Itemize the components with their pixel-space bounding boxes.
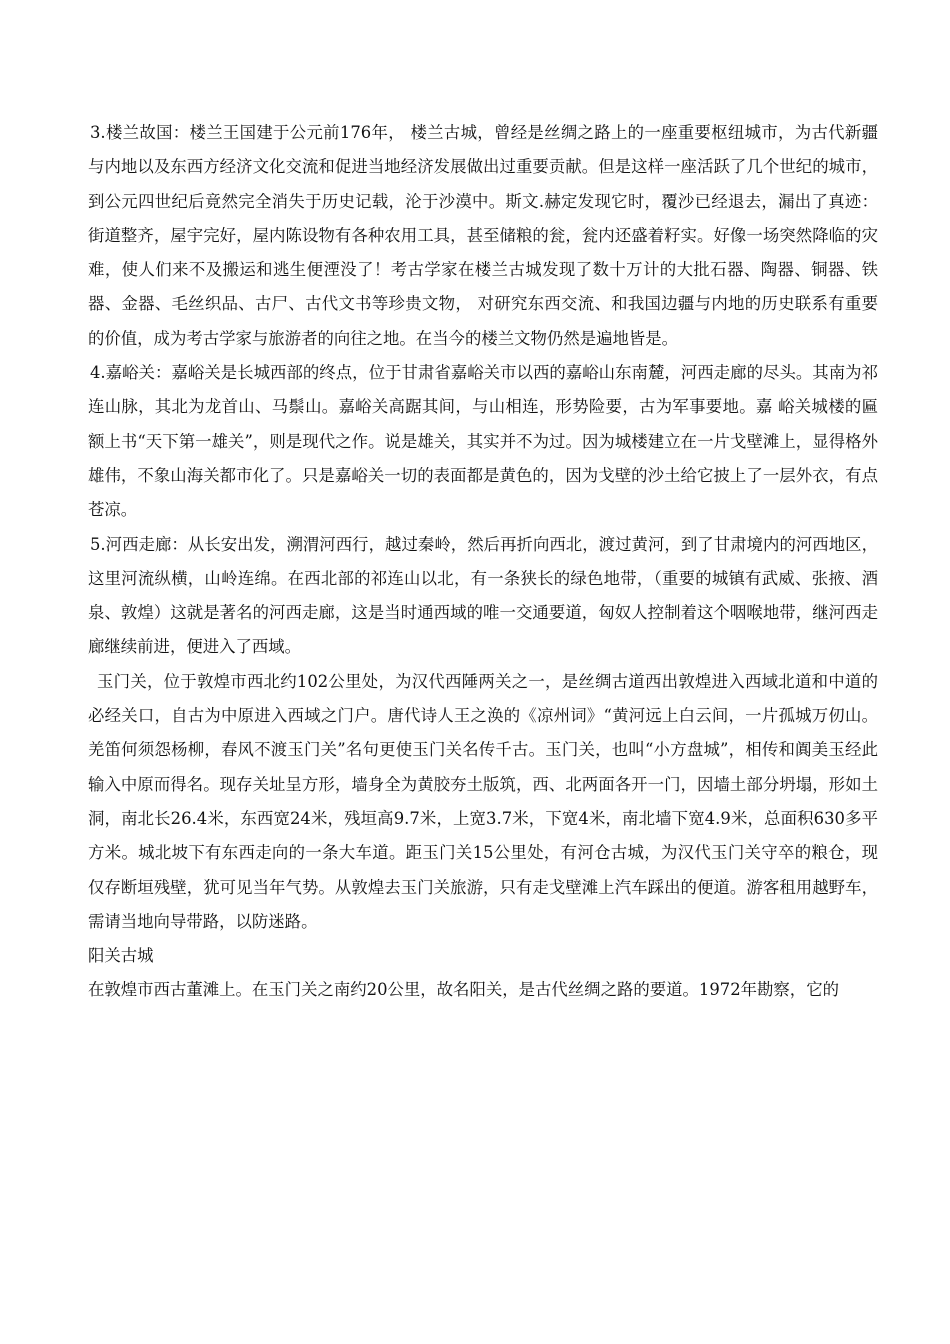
paragraph-yumenguan: 玉门关，位于敦煌市西北约102公里处，为汉代西陲两关之一，是丝绸古道西出敦煌进入西域北道和中道的必经关口，自古为中原进入西域之门户。唐代诗人王之涣的《凉州词》“黄河远上白云间，一片孤城万仞山。羌笛何须怨杨柳，春风不渡玉门关”名句更使玉门关名传千古。玉门关，也叫“小方盘城”，相传和阗美玉经此输入中原而得名。现存关址呈方形，墙身全为黄胶夯土版筑，西、北两面各开一门，因墙土部分坍塌，形如土洞，南北长26.4米，东西宽24米，残垣高9.7米，上宽3.7米，下宽4米，南北墙下宽4.9米，总面积630多平方米。城北坡下有东西走向的一条大车道。距玉门关15公里处，有河仓古城，为汉代玉门关守卒的粮仓，现仅存断垣残壁，犹可见当年气势。从敦煌去玉门关旅游，只有走戈壁滩上汽车踩出的便道。游客租用越野车，需请当地向导带路，以防迷路。 <box>88 671 878 931</box>
paragraph-jiayuguan: 4.嘉峪关：嘉峪关是长城西部的终点，位于甘肃省嘉峪关市以西的嘉峪山东南麓，河西走廊的尽头。其南为祁连山脉，其北为龙首山、马鬃山。嘉峪关高踞其间，与山相连，形势险要，古为军事要地。嘉 峪关城楼的匾额上书“天下第一雄关”，则是现代之作。说是雄关，其实并不为过。因为城楼建立在一片戈壁滩上，显得格外雄伟，不象山海关都市化了。只是嘉峪关一切的表面都是黄色的，因为戈壁的沙土给它披上了一层外衣，有点苍凉。 <box>88 363 878 520</box>
paragraph-hexi-corridor: 5.河西走廊：从长安出发，溯渭河西行，越过秦岭，然后再折向西北，渡过黄河，到了甘肃境内的河西地区，这里河流纵横，山岭连绵。在西北部的祁连山以北，有一条狭长的绿色地带，（重要的城镇有武威、张掖、酒泉、敦煌）这就是著名的河西走廊，这是当时通西域的唯一交通要道，匈奴人控制着这个咽喉地带，继河西走廊继续前进，便进入了西域。 <box>88 534 878 657</box>
heading-yangguan: 阳关古城 <box>88 946 154 966</box>
paragraph-yangguan: 在敦煌市西古董滩上。在玉门关之南约20公里，故名阳关，是古代丝绸之路的要道。1972年勘察，它的 <box>88 980 839 1000</box>
paragraph-loulan: 3.楼兰故国：楼兰王国建于公元前176年， 楼兰古城，曾经是丝绸之路上的一座重要枢纽城市，为古代新疆与内地以及东西方经济文化交流和促进当地经济发展做出过重要贡献。但是这样一座活跃了几个世纪的城市，到公元四世纪后竟然完全消失于历史记载，沦于沙漠中。斯文.赫定发现它时，覆沙已经退去，漏出了真迹：街道整齐，屋宇完好，屋内陈设物有各种农用工具，甚至储粮的瓮，瓮内还盛着籽实。好像一场突然降临的灾难，使人们来不及搬运和逃生便湮没了！考古学家在楼兰古城发现了数十万计的大批石器、陶器、铜器、铁器、金器、毛丝织品、古尸、古代文书等珍贵文物， 对研究东西交流、和我国边疆与内地的历史联系有重要的价值，成为考古学家与旅游者的向往之地。在当今的楼兰文物仍然是遍地皆是。 <box>88 123 878 348</box>
document-page <box>88 116 878 1008</box>
